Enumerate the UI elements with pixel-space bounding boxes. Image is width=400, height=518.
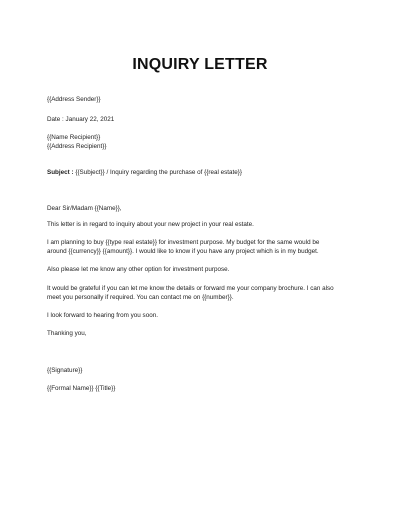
recipient-address: {{Address Recipient}} — [47, 143, 107, 150]
greeting: Dear Sir/Madam {{Name}}, — [47, 205, 122, 212]
paragraph-2-line-1: I am planning to buy {{type real estate}} for investment purpose. My budget for the same would be — [47, 239, 320, 246]
subject-text: {{Subject}} / Inquiry regarding the purchase of {{real estate}} — [73, 169, 242, 176]
page-title: INQUIRY LETTER — [132, 56, 268, 73]
paragraph-2-line-2: around {{currency}} {{amount}}. I would like to know if you have any project which is in my budget. — [47, 248, 319, 255]
date-line: Date : January 22, 2021 — [47, 116, 115, 123]
paragraph-3: Also please let me know any other option for investment purpose. — [47, 266, 230, 273]
paragraph-4-line-2: meet you personally if required. You can contact me on {{number}}. — [47, 294, 234, 301]
subject-line — [47, 169, 242, 177]
paragraph-4-line-1: It would be grateful if you can let me know the details or forward me your company brochure. I can also — [47, 285, 334, 292]
signature-placeholder: {{Signature}} — [47, 367, 83, 374]
subject-label: Subject : — [47, 169, 74, 176]
formal-name-title: {{Formal Name}} {{Title}} — [47, 385, 116, 392]
paragraph-5: I look forward to hearing from you soon. — [47, 312, 158, 319]
sender-address: {{Address Sender}} — [47, 96, 101, 103]
closing: Thanking you, — [47, 330, 87, 337]
recipient-name: {{Name Recipient}} — [47, 134, 101, 141]
paragraph-1: This letter is in regard to inquiry about your new project in your real estate. — [47, 221, 254, 228]
